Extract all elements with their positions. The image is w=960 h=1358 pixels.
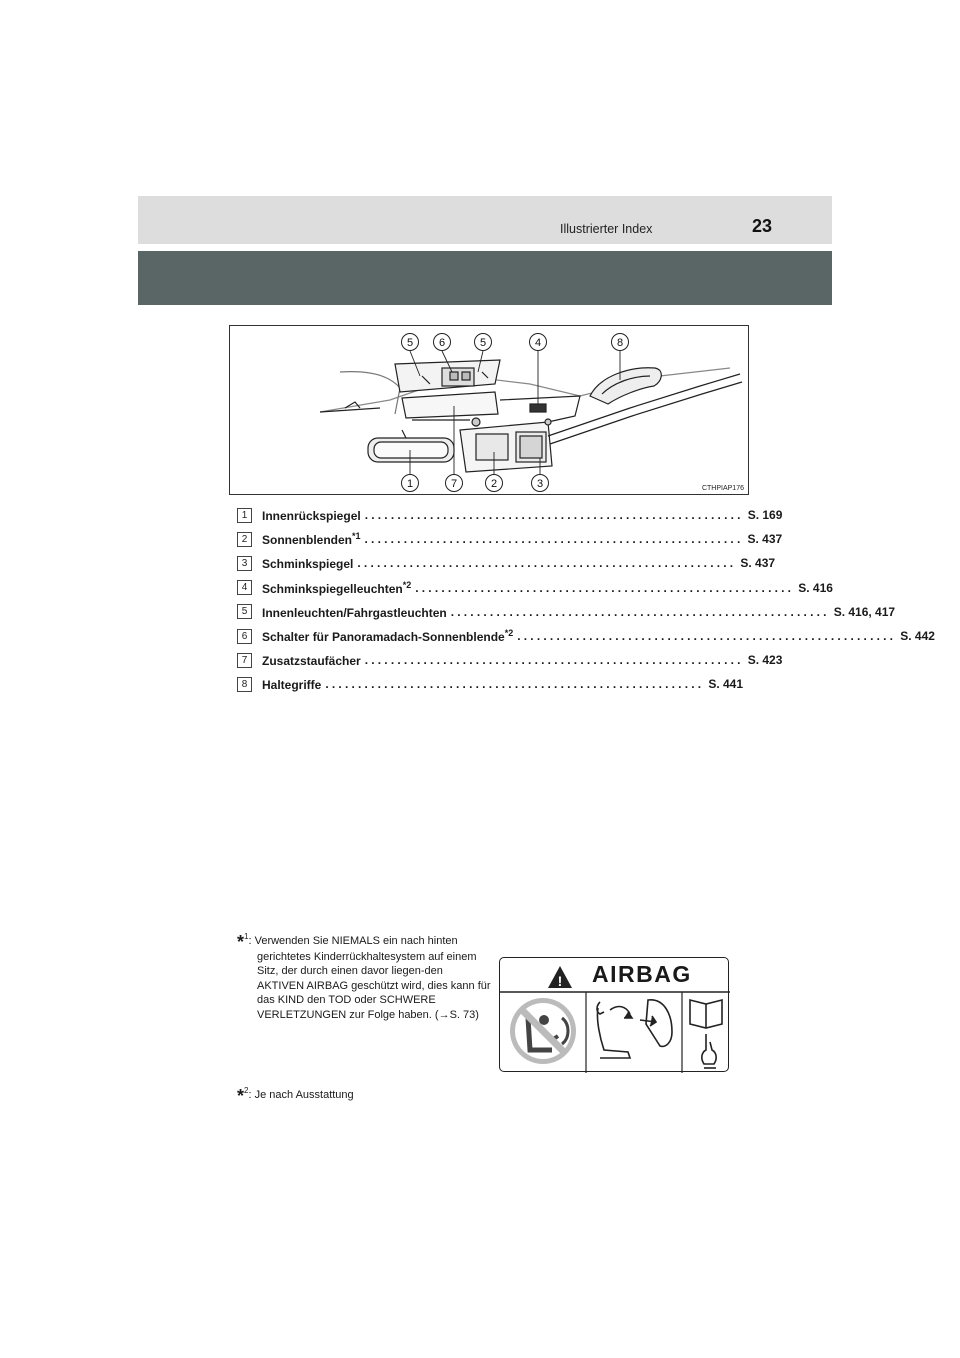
leader-dots: ..........................................................: [364, 532, 744, 547]
item-number: 5: [237, 604, 252, 619]
page-reference: S. 169: [747, 508, 783, 523]
item-number: 7: [237, 653, 252, 668]
seat-airbag-icon: [597, 1000, 672, 1058]
page-reference: S. 437: [740, 556, 776, 571]
item-label: Schalter für Panoramadach-Sonnenblende$^{*2}$: [262, 628, 514, 645]
callout-label: 4: [534, 337, 542, 349]
manual-book-icon: [690, 1000, 722, 1068]
footnote-2: [237, 1084, 354, 1104]
footnote-star: *: [237, 1086, 245, 1106]
leader-dots: ..........................................................: [325, 677, 705, 692]
index-row: [237, 503, 783, 527]
item-number: 6: [237, 629, 252, 644]
page-reference: S. 416, 417: [833, 604, 896, 619]
index-row: [237, 672, 744, 696]
index-row: [237, 600, 896, 624]
item-number: 3: [237, 556, 252, 571]
item-label: Innenrückspiegel: [262, 509, 361, 524]
index-row: [237, 648, 783, 672]
page-number: 23: [752, 216, 773, 236]
index-row: [237, 551, 776, 575]
airbag-title: AIRBAG: [592, 961, 692, 987]
item-number: 2: [237, 532, 252, 547]
airbag-warning-label: [499, 957, 729, 1072]
leader-dots: ..........................................................: [357, 556, 737, 571]
header-band: [138, 196, 832, 244]
callout-label: 3: [536, 478, 544, 490]
callout-label: 5: [479, 337, 487, 349]
leader-dots: ..........................................................: [415, 580, 795, 595]
leader-dots: ..........................................................: [364, 508, 744, 523]
footnote-text: gerichtetes Kinderrückhaltesystem auf einem Sitz, der durch einen davor liegen-den AKTIVEN AIRBAG geschützt wird, dies kann für das KIND den TOD oder SCHWERE VERLETZUNGEN zur Folge haben. (→S. 73): [257, 950, 491, 1021]
item-number: 4: [237, 580, 252, 595]
footnote-star: *: [237, 932, 245, 952]
leader-dots: ..........................................................: [364, 653, 744, 668]
footnote-colon: :: [248, 1089, 252, 1101]
page-reference: S. 442: [900, 629, 935, 644]
index-row: [237, 576, 833, 600]
item-number: 1: [237, 508, 252, 523]
index-row: [237, 624, 935, 648]
header-dark-band: [138, 251, 832, 305]
item-label: Zusatzstaufächer: [262, 654, 361, 669]
no-child-seat-icon: [510, 998, 576, 1064]
footnote-mark: 1: [244, 932, 249, 941]
interior-drawing: [230, 326, 750, 496]
footnote-colon: :: [248, 935, 252, 947]
leader-dots: ..........................................................: [517, 629, 897, 644]
callout-label: 7: [450, 478, 458, 490]
figure-code: CTHPIAP176: [701, 485, 744, 492]
footnote-text: Je nach Ausstattung: [254, 1089, 354, 1101]
callout-label: 2: [490, 478, 498, 490]
page-reference: S. 441: [708, 677, 744, 692]
footnote-text-line1: Verwenden Sie NIEMALS ein nach hinten: [254, 935, 458, 947]
warning-mark: !: [557, 973, 563, 989]
interior-illustration: [229, 325, 749, 495]
page-reference: S. 416: [798, 580, 833, 595]
item-label: Schminkspiegelleuchten$^{*2}$: [262, 579, 412, 596]
footnote-mark: 2: [244, 1086, 249, 1095]
section-title: Illustrierter Index: [560, 222, 653, 236]
callout-label: 8: [616, 337, 624, 349]
footnote-1: [237, 930, 492, 1022]
item-label: Sonnenblenden$^{*1}$: [262, 531, 361, 548]
item-number: 8: [237, 677, 252, 692]
page-reference: S. 423: [747, 653, 783, 668]
item-label: Schminkspiegel: [262, 557, 354, 572]
leader-dots: ..........................................................: [450, 604, 830, 619]
item-label: Haltegriffe: [262, 678, 322, 693]
callout-label: 1: [406, 478, 414, 490]
page-reference: S. 437: [747, 532, 783, 547]
index-list: [237, 503, 935, 697]
callout-label: 6: [438, 337, 446, 349]
callout-label: 5: [406, 337, 414, 349]
item-label: Innenleuchten/Fahrgastleuchten: [262, 605, 447, 620]
index-row: [237, 527, 783, 551]
